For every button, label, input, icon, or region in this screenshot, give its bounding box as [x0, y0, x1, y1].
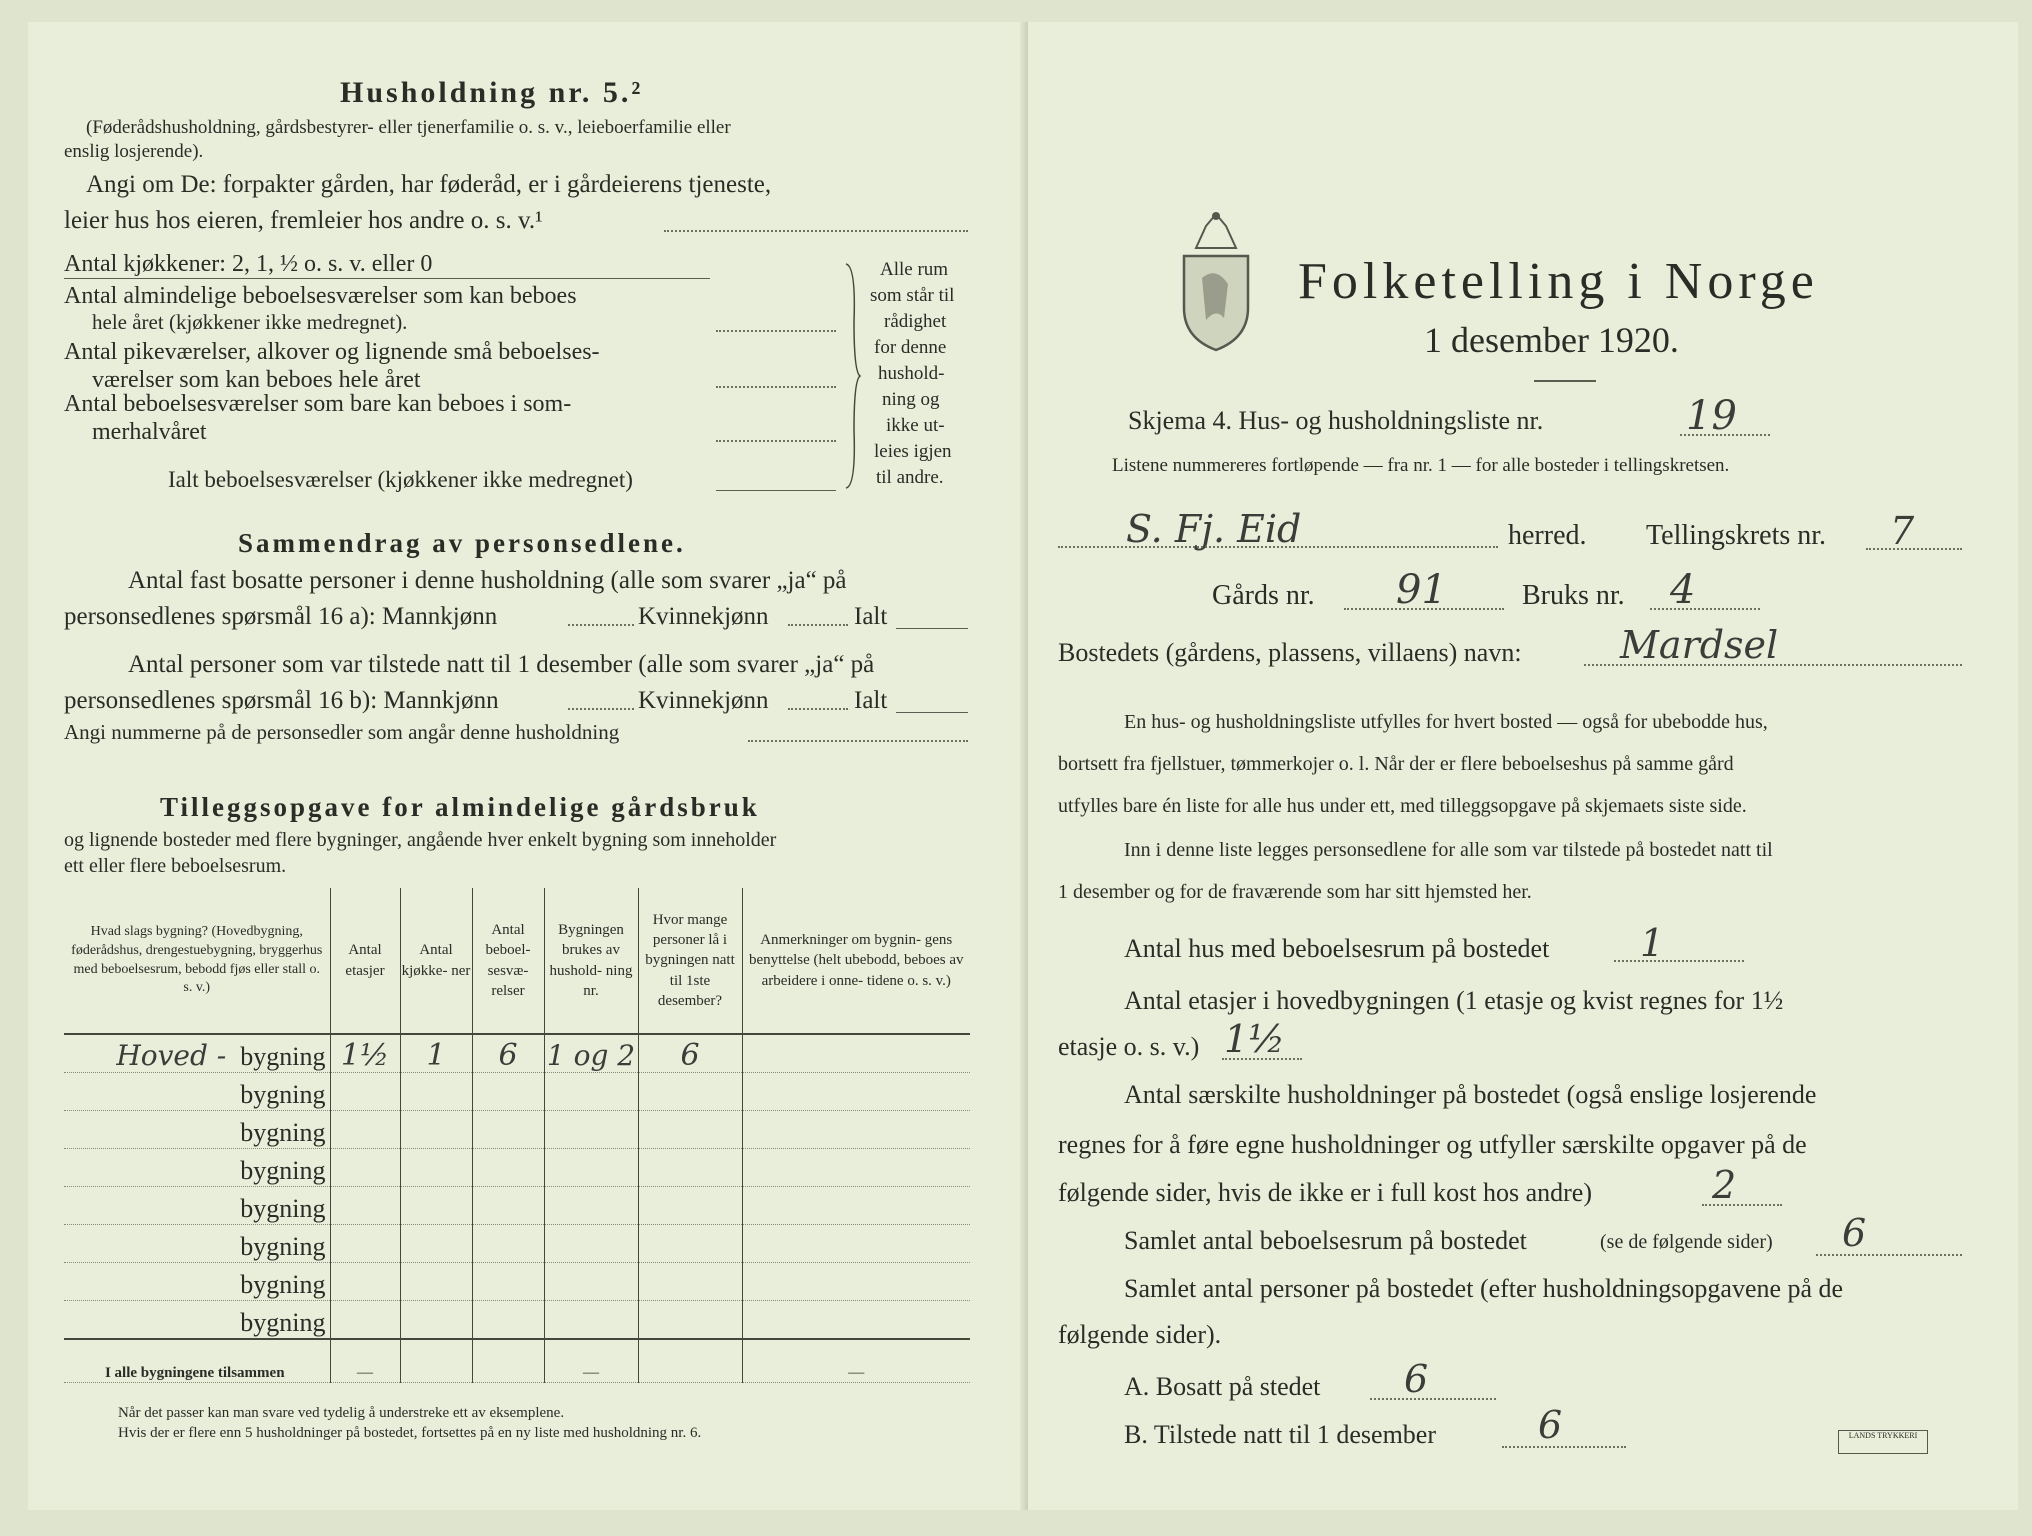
kitchens-value: 1 [426, 1038, 446, 1073]
table-row [64, 1073, 970, 1111]
angi-fill-line [664, 230, 968, 232]
rooms-rule [64, 278, 710, 279]
row-label: bygning [64, 1263, 330, 1301]
brace-note-line: ikke ut- [886, 415, 945, 436]
rooms-ordinary-1: Antal almindelige beboelsesværelser som kan beboes [64, 283, 577, 309]
schema-number: 19 [1686, 393, 1737, 439]
total-mark: — [330, 1339, 400, 1383]
q-resident: A. Bosatt på stedet [1124, 1372, 1321, 1401]
tellingskrets-label: Tellingskrets nr. [1646, 520, 1827, 551]
fill-line [896, 628, 968, 629]
q-households-2: regnes for å føre egne husholdninger og utfyller særskilte opgaver på de [1058, 1130, 1807, 1159]
rooms-total: Ialt beboelsesværelser (kjøkkener ikke medregnet) [168, 467, 633, 492]
instruction-5: 1 desember og for de fraværende som har sitt hjemsted her. [1058, 881, 1532, 903]
persons-value: 6 [680, 1038, 700, 1073]
household-intro-1: (Føderådshusholdning, gårdsbestyrer- eller tjenerfamilie o. s. v., leieboerfamilie eller [86, 117, 731, 138]
q-floors-2: etasje o. s. v.) [1058, 1032, 1200, 1061]
rooms-ordinary-2: hele året (kjøkkener ikke medregnet). [92, 310, 408, 334]
q-houses: Antal hus med beboelsesrum på bostedet [1124, 934, 1550, 963]
q-rooms-note: (se de følgende sider) [1600, 1231, 1773, 1253]
total-mark [472, 1339, 544, 1383]
tillegg-intro-2: ett eller flere beboelsesrum. [64, 855, 287, 877]
fill-line [748, 740, 968, 742]
table-row [64, 1111, 970, 1149]
tillegg-title: Tilleggsopgave for almindelige gårdsbruk [160, 792, 760, 822]
brace-icon [842, 262, 862, 490]
row-label: bygning [64, 1301, 330, 1340]
table-row [64, 1034, 970, 1073]
header-persons: Hvor mange personer lå i bygningen natt til 1ste desember? [638, 888, 742, 1034]
summary-numbers: Angi nummerne på de personsedler som angår denne husholdning [64, 720, 620, 744]
fill-line [1614, 960, 1744, 962]
household-intro-2: enslig losjerende). [64, 141, 204, 162]
brace-note-line: rådighet [884, 311, 947, 332]
herred-value: S. Fj. Eid [1126, 507, 1302, 551]
fill-line [788, 708, 848, 710]
fill-line [1816, 1254, 1962, 1256]
header-building-type: Hvad slags bygning? (Hovedbygning, føderådshus, drengestuebygning, bryggerhus med beboelsesrum, bebodd fjøs eller stall o. s. v.) [64, 888, 330, 1034]
angi-line-1: Angi om De: forpakter gården, har føderåd, er i gårdeierens tjeneste, [86, 171, 772, 198]
bosted-label: Bostedets (gårdens, plassens, villaens) navn: [1058, 638, 1522, 667]
form-title: Folketelling i Norge [1298, 253, 1819, 310]
tillegg-intro-1: og lignende bosteder med flere bygninger, angående hver enkelt bygning som inneholder [64, 829, 777, 851]
q-floors-1: Antal etasjer i hovedbygningen (1 etasje og kvist regnes for 1½ [1124, 986, 1784, 1015]
summary-title: Sammendrag av personsedlene. [238, 528, 686, 558]
q-rooms: Samlet antal beboelsesrum på bostedet [1124, 1226, 1527, 1255]
fill-line [1702, 1204, 1782, 1206]
numbering-note: Listene nummereres fortløpende — fra nr. 1 — for alle bosteder i tellingskretsen. [1112, 455, 1730, 476]
herred-label: herred. [1508, 520, 1587, 551]
footnote-2: Hvis der er flere enn 5 husholdninger på bostedet, fortsettes på en ny liste med husholdning nr. 6. [118, 1425, 702, 1441]
total-label: I alle bygningene tilsammen [64, 1339, 330, 1383]
fill-line [1344, 608, 1504, 610]
q-rooms-value: 6 [1842, 1211, 1867, 1255]
household-title: Husholdning nr. 5.² [340, 76, 644, 109]
fill-line [568, 624, 634, 626]
total-mark [400, 1339, 472, 1383]
schema-label: Skjema 4. Hus- og husholdningsliste nr. [1128, 406, 1544, 435]
q-houses-value: 1 [1640, 921, 1665, 965]
row-label: bygning [64, 1187, 330, 1225]
fill-line [1058, 546, 1498, 548]
title-rule [1534, 380, 1596, 382]
header-kitchens: Antal kjøkke- ner [400, 888, 472, 1034]
row-label: bygning [240, 1042, 326, 1071]
q-persons-2: følgende sider). [1058, 1320, 1222, 1349]
form-date: 1 desember 1920. [1424, 320, 1679, 360]
printer-stamp: LANDS TRYKKERI [1838, 1430, 1928, 1454]
total-mark: — [544, 1339, 638, 1383]
total-mark: — [742, 1339, 970, 1383]
header-household-nr: Bygningen brukes av hushold- ning nr. [544, 888, 638, 1034]
brace-note-line: Alle rum [880, 259, 949, 280]
rooms-summer-1: Antal beboelsesværelser som bare kan beboes i som- [64, 391, 572, 417]
table-row [64, 1301, 970, 1340]
fill-line [1584, 664, 1962, 666]
q-present: B. Tilstede natt til 1 desember [1124, 1420, 1436, 1449]
instruction-1: En hus- og husholdningsliste utfylles for hvert bosted — også for ubebodde hus, [1124, 711, 1768, 733]
fill-line [896, 712, 968, 713]
fill-line [788, 624, 848, 626]
table-row [64, 1149, 970, 1187]
rooms-small-1: Antal pikeværelser, alkover og lignende små beboelses- [64, 339, 600, 365]
header-remarks: Anmerkninger om bygnin- gens benyttelse (helt ubebodd, beboes av arbeidere i onne- tidene o. s. v.) [742, 888, 970, 1034]
fill-line [1650, 608, 1760, 610]
instruction-4: Inn i denne liste legges personsedlene for alle som var tilstede på bostedet natt til [1124, 839, 1773, 861]
rooms-small-fill [716, 386, 836, 388]
fill-line [1222, 1058, 1302, 1060]
table-total-row [64, 1339, 970, 1383]
q-resident-value: 6 [1404, 1357, 1429, 1401]
fill-line [1502, 1446, 1626, 1448]
q-persons-1: Samlet antal personer på bostedet (efter husholdningsopgavene på de [1124, 1274, 1844, 1303]
building-type-value: Hoved - [116, 1039, 227, 1072]
summary-total-b: Ialt [854, 687, 888, 714]
q-present-value: 6 [1538, 1403, 1563, 1447]
header-floors: Antal etasjer [330, 888, 400, 1034]
footnote-1: Når det passer kan man svare ved tydelig å understreke ett av eksemplene. [118, 1405, 565, 1421]
brace-note-line: som står til [870, 285, 955, 306]
summary-total-a: Ialt [854, 603, 888, 630]
row-label: bygning [64, 1225, 330, 1263]
fill-line [1370, 1398, 1496, 1400]
q-households-value: 2 [1712, 1163, 1737, 1207]
brace-note-line: for denne [874, 337, 947, 358]
angi-line-2: leier hus hos eieren, fremleier hos andre o. s. v.¹ [64, 207, 543, 234]
bruks-value: 4 [1670, 567, 1696, 613]
q-households-3: følgende sider, hvis de ikke er i full kost hos andre) [1058, 1178, 1592, 1207]
fill-line [1680, 434, 1770, 436]
row-label: bygning [64, 1149, 330, 1187]
q-households-1: Antal særskilte husholdninger på bostedet (også enslige losjerende [1124, 1080, 1817, 1109]
rooms-value: 6 [498, 1038, 518, 1073]
rooms-small-2: værelser som kan beboes hele året [92, 367, 421, 393]
summary-line-2: personsedlenes spørsmål 16 a): Mannkjønn [64, 603, 498, 630]
summary-female-a: Kvinnekjønn [638, 603, 769, 630]
row-label: bygning [64, 1073, 330, 1111]
brace-note-line: leies igjen [874, 441, 952, 462]
gards-value: 91 [1396, 567, 1447, 613]
brace-note-line: ning og [882, 389, 940, 410]
rooms-total-fill [716, 490, 836, 491]
rooms-summer-fill [716, 440, 836, 442]
household-nr-value: 1 og 2 [546, 1039, 636, 1072]
building-type-cell [64, 1034, 330, 1073]
gards-label: Gårds nr. [1212, 580, 1315, 611]
table-row [64, 1187, 970, 1225]
instruction-2: bortsett fra fjellstuer, tømmerkojer o. l. Når der er flere beboelseshus på samme gård [1058, 753, 1734, 775]
table-header [64, 888, 970, 1034]
fill-line [1866, 548, 1962, 550]
brace-note-line: til andre. [876, 467, 944, 488]
rooms-kitchens: Antal kjøkkener: 2, 1, ½ o. s. v. eller 0 [64, 251, 433, 277]
remarks-cell [742, 1034, 970, 1073]
header-rooms: Antal beboel- sesvæ- relser [472, 888, 544, 1034]
summary-line-3: Antal personer som var tilstede natt til 1 desember (alle som svarer „ja“ på [128, 651, 875, 678]
rooms-ordinary-fill [716, 330, 836, 332]
bosted-value: Mardsel [1620, 623, 1779, 667]
building-table [64, 888, 970, 1383]
summary-line-1: Antal fast bosatte personer i denne husholdning (alle som svarer „ja“ på [128, 567, 847, 594]
row-label: bygning [64, 1111, 330, 1149]
floors-value: 1½ [340, 1038, 390, 1073]
total-mark [638, 1339, 742, 1383]
bruks-label: Bruks nr. [1522, 580, 1625, 611]
table-row [64, 1225, 970, 1263]
q-floors-value: 1½ [1224, 1017, 1286, 1061]
table-row [64, 1263, 970, 1301]
rooms-summer-2: merhalvåret [92, 419, 207, 445]
instruction-3: utfylles bare én liste for alle hus under ett, med tilleggsopgave på skjemaets siste side. [1058, 795, 1747, 817]
tellingskrets-value: 7 [1890, 509, 1915, 553]
summary-line-4: personsedlenes spørsmål 16 b): Mannkjønn [64, 687, 499, 714]
brace-note-line: hushold- [878, 363, 945, 384]
fill-line [568, 708, 634, 710]
summary-female-b: Kvinnekjønn [638, 687, 769, 714]
coat-of-arms-icon [1176, 208, 1256, 354]
